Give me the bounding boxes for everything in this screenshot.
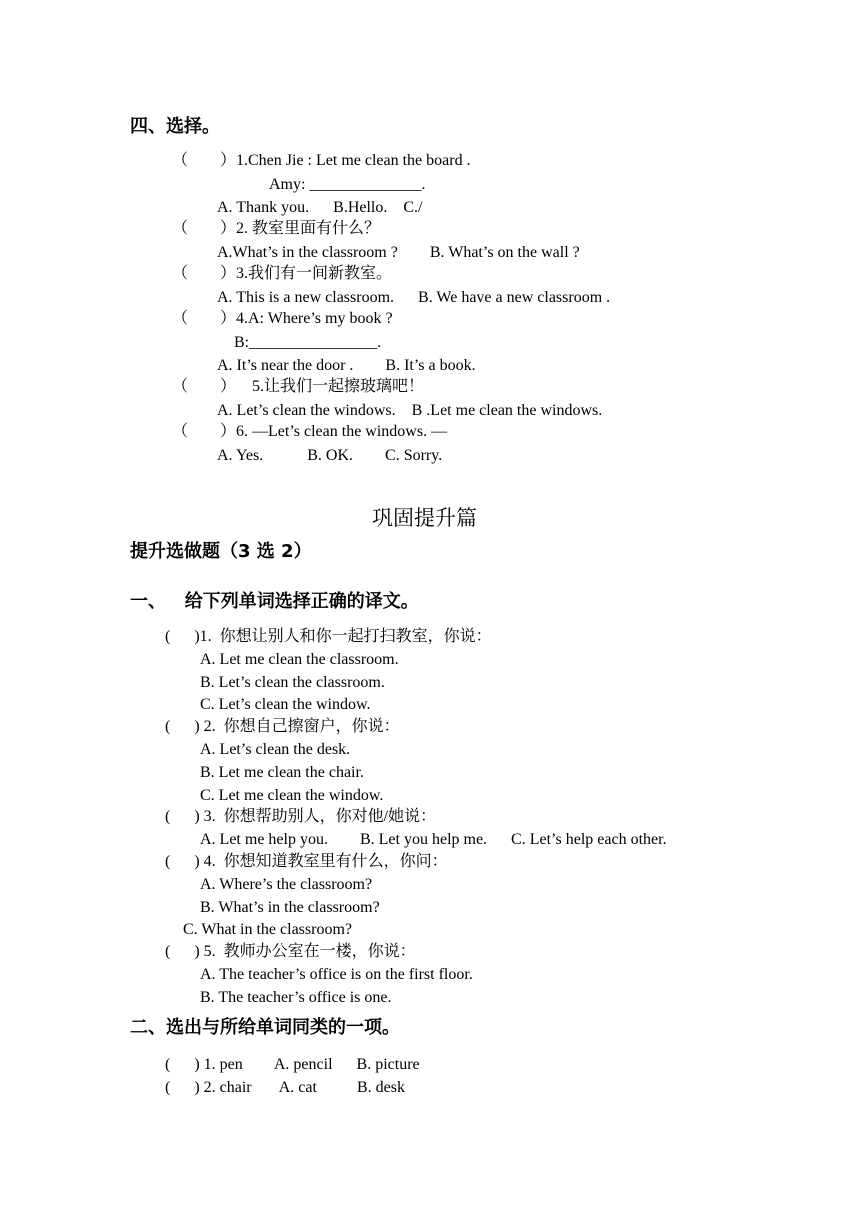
section-1-heading: 一、 给下列单词选择正确的译文。 xyxy=(130,591,419,612)
question-4-5-options: A. Let’s clean the windows. B .Let me clean the windows. xyxy=(217,402,603,419)
question-4-1-reply: Amy: ______________. xyxy=(269,176,426,193)
sub-title: 提升选做题（3 选 2） xyxy=(130,541,312,562)
part-title: 巩固提升篇 xyxy=(372,506,477,530)
question-4-6-options: A. Yes. B. OK. C. Sorry. xyxy=(217,447,443,464)
question-1-2-option-a: A. Let’s clean the desk. xyxy=(200,741,351,758)
question-1-4: ( ) 4. 你想知道教室里有什么，你问： xyxy=(165,853,448,870)
question-4-6: （ ）6. —Let’s clean the windows. — xyxy=(172,423,448,440)
question-1-3-options: A. Let me help you. B. Let you help me. C. Let’s help each other. xyxy=(200,831,667,848)
question-2-2: ( ) 2. chair A. cat B. desk xyxy=(165,1079,405,1096)
question-1-4-option-b: B. What’s in the classroom? xyxy=(200,899,380,916)
question-1-1-option-b: B. Let’s clean the classroom. xyxy=(200,674,385,691)
question-1-5-option-a: A. The teacher’s office is on the first floor. xyxy=(200,966,473,983)
question-1-2-option-c: C. Let me clean the window. xyxy=(200,787,384,804)
question-4-5: （ ） 5.让我们一起擦玻璃吧！ xyxy=(172,378,425,395)
question-1-5: ( ) 5. 教师办公室在一楼，你说： xyxy=(165,943,416,960)
question-1-3: ( ) 3. 你想帮助别人，你对他/她说： xyxy=(165,808,437,825)
section-4-heading: 四、选择。 xyxy=(130,116,220,137)
question-1-2: ( ) 2. 你想自己擦窗户，你说： xyxy=(165,718,400,735)
question-1-1-option-c: C. Let’s clean the window. xyxy=(200,696,371,713)
question-4-4: （ ）4.A: Where’s my book ? xyxy=(172,310,393,327)
question-1-5-option-b: B. The teacher’s office is one. xyxy=(200,989,392,1006)
section-2-heading: 二、选出与所给单词同类的一项。 xyxy=(130,1017,400,1038)
question-1-2-option-b: B. Let me clean the chair. xyxy=(200,764,364,781)
question-4-4-options: A. It’s near the door . B. It’s a book. xyxy=(217,357,476,374)
question-4-1-options: A. Thank you. B.Hello. C./ xyxy=(217,199,423,216)
question-4-2-options: A.What’s in the classroom ? B. What’s on the wall ? xyxy=(217,244,580,261)
question-4-4-reply: B:________________. xyxy=(234,334,382,351)
question-2-1: ( ) 1. pen A. pencil B. picture xyxy=(165,1056,420,1073)
question-4-3-options: A. This is a new classroom. B. We have a new classroom . xyxy=(217,289,611,306)
question-4-1: （ ）1.Chen Jie : Let me clean the board . xyxy=(172,152,471,169)
question-1-1-option-a: A. Let me clean the classroom. xyxy=(200,651,399,668)
question-4-3: （ ）3.我们有一间新教室。 xyxy=(172,265,393,282)
question-4-2: （ ）2. 教室里面有什么？ xyxy=(172,220,381,237)
question-1-1: ( )1. 你想让别人和你一起打扫教室，你说： xyxy=(165,628,492,645)
question-1-4-option-a: A. Where’s the classroom? xyxy=(200,876,373,893)
question-1-4-option-c: C. What in the classroom? xyxy=(183,921,352,938)
